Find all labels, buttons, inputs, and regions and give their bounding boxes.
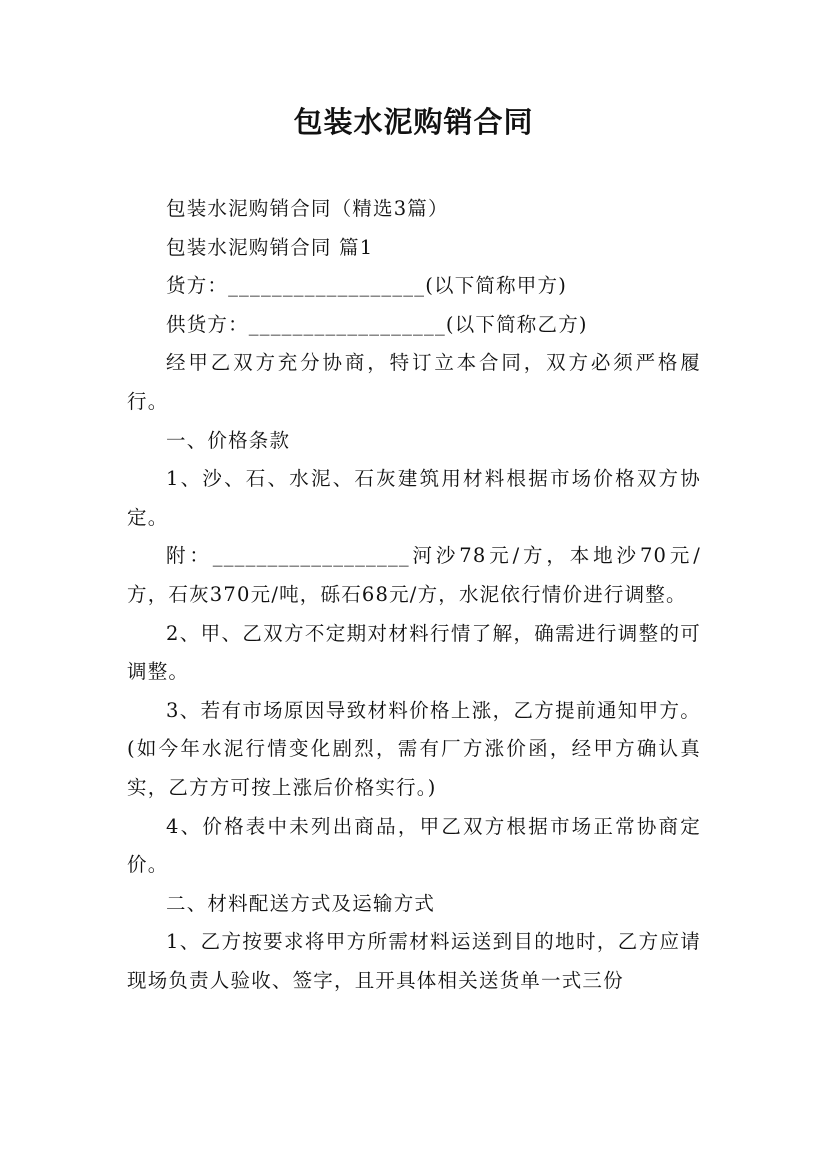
heading-price-terms: 一、价格条款 (166, 428, 291, 452)
heading-delivery: 二、材料配送方式及运输方式 (166, 891, 436, 915)
paragraph-buyer: 货方：__________________(以下简称甲方) (166, 274, 568, 298)
paragraph-price-4: 4、价格表中未列出商品，甲乙双方根据市场正常协商定价。 (127, 814, 701, 877)
paragraph-price-2: 2、甲、乙双方不定期对材料行情了解，确需进行调整的可调整。 (127, 621, 701, 684)
paragraph-section-title: 包装水泥购销合同 篇1 (166, 235, 374, 259)
paragraph-subtitle: 包装水泥购销合同（精选3篇） (166, 197, 449, 220)
document-title: 包装水泥购销合同 (293, 105, 534, 139)
paragraph-price-3: 3、若有市场原因导致材料价格上涨，乙方提前通知甲方。(如今年水泥行情变化剧烈，需有厂方涨价函，经甲方确认真实，乙方方可按上涨后价格实行。) (127, 698, 701, 799)
paragraph-intro: 经甲乙双方充分协商，特订立本合同，双方必须严格履行。 (127, 351, 701, 413)
paragraph-price-annex: 附：__________________河沙78元/方，本地沙70元/方，石灰370元/吨，砾石68元/方，水泥依行情价进行调整。 (127, 544, 701, 606)
paragraph-price-1: 1、沙、石、水泥、石灰建筑用材料根据市场价格双方协定。 (127, 467, 701, 529)
document-body (127, 190, 701, 1000)
paragraph-delivery-1: 1、乙方按要求将甲方所需材料运送到目的地时，乙方应请现场负责人验收、签字，且开具体相关送货单一式三份 (127, 930, 701, 992)
paragraph-supplier: 供货方：__________________(以下简称乙方) (166, 312, 588, 336)
